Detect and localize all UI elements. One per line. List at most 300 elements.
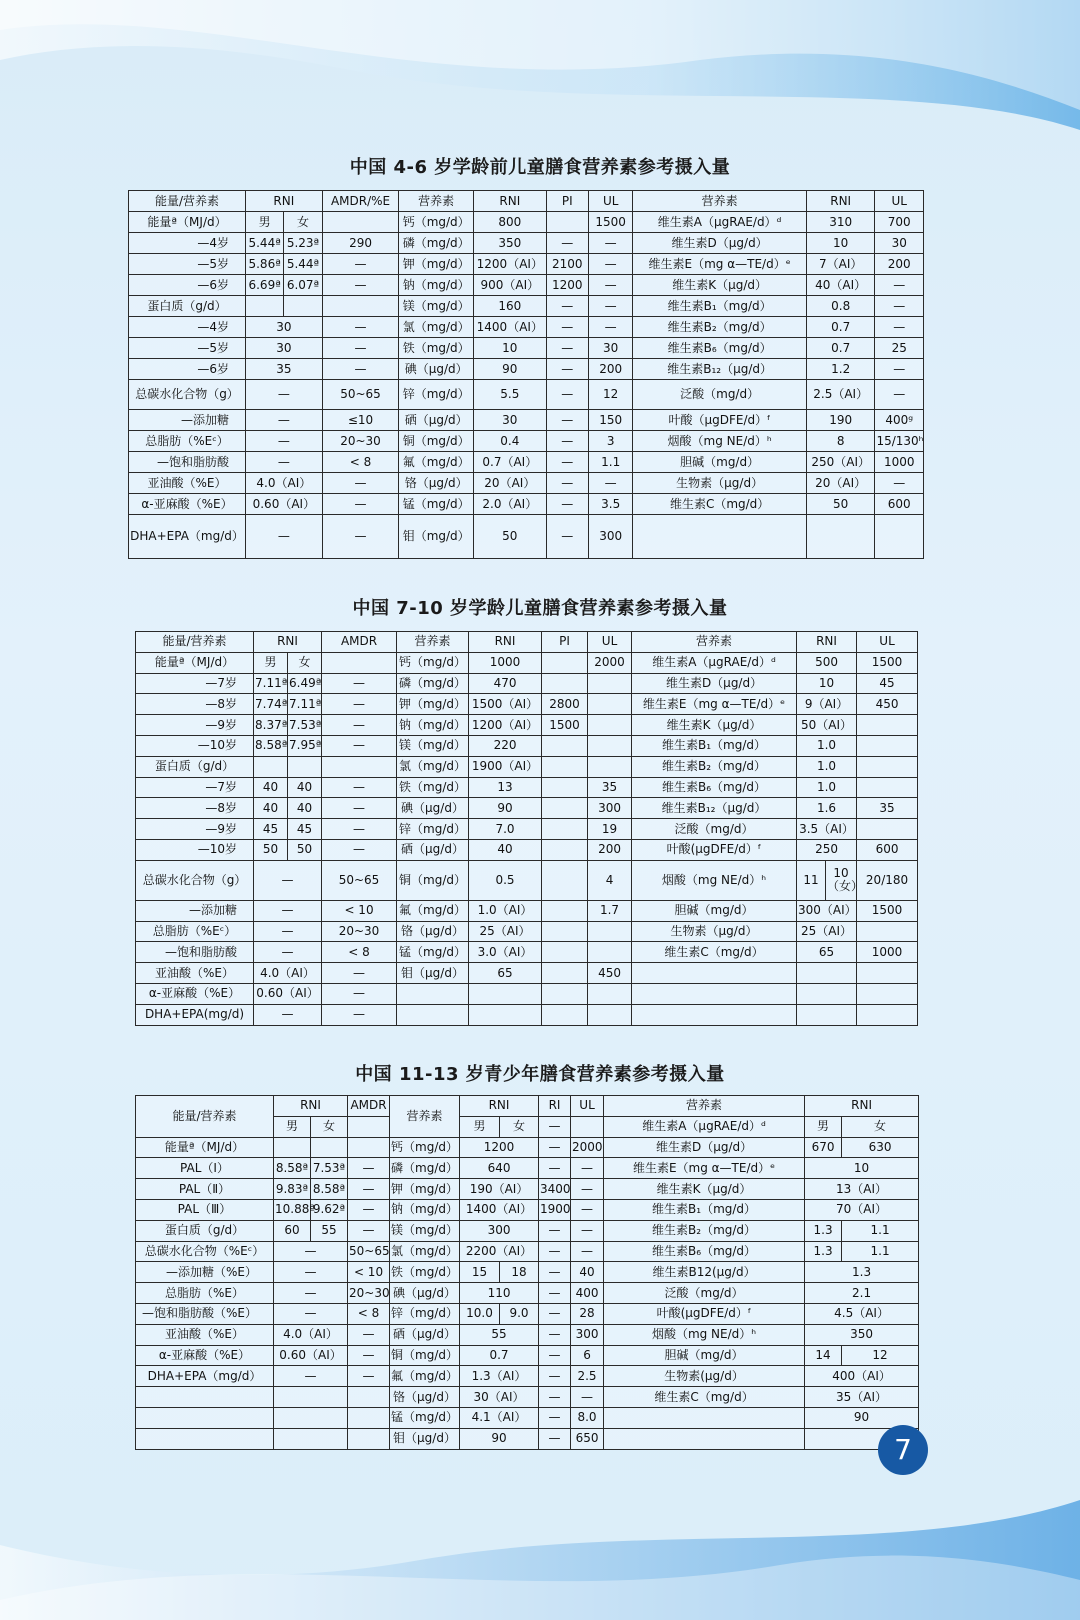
- table-cell: 胆碱（mg/d）: [633, 452, 807, 473]
- table-cell: —: [546, 338, 588, 359]
- table-cell: —: [274, 1283, 348, 1304]
- table-cell: 40: [469, 839, 542, 860]
- table-cell: 钾（mg/d）: [390, 1179, 460, 1200]
- table-cell: 维生素K（μg/d）: [604, 1179, 805, 1200]
- table-cell: [797, 983, 857, 1004]
- table-cell: 19: [588, 819, 632, 840]
- table-cell: 250（AI）: [806, 452, 875, 473]
- table-cell: 1.1: [842, 1241, 919, 1262]
- table-cell: [857, 819, 918, 840]
- table-cell: —饱和脂肪酸（%E）: [136, 1303, 274, 1324]
- table-cell: —: [254, 860, 322, 900]
- table-cell: 90: [469, 798, 542, 819]
- table-row: [129, 473, 924, 494]
- table-cell: 维生素B₁（mg/d）: [604, 1199, 805, 1220]
- table-cell: 1500: [857, 652, 918, 673]
- table-row: [136, 1345, 919, 1366]
- table-cell: [588, 715, 632, 736]
- table-cell: DHA+EPA(mg/d): [136, 1004, 254, 1025]
- table-row: [136, 1283, 919, 1304]
- table-cell: [632, 1004, 797, 1025]
- table-cell: —: [254, 900, 322, 921]
- table-cell: —: [588, 233, 632, 254]
- table-cell: 叶酸(μgDFE/d）ᶠ: [632, 839, 797, 860]
- table-cell: 500: [797, 652, 857, 673]
- table-cell: —: [539, 1387, 571, 1408]
- table-cell: 1400（AI）: [474, 317, 547, 338]
- table-cell: 8.58ª: [254, 735, 288, 756]
- table-cell: —: [588, 473, 632, 494]
- table-row: [136, 1428, 919, 1449]
- table-cell: 250: [797, 839, 857, 860]
- table-cell: 胆碱（mg/d）: [632, 900, 797, 921]
- table-cell: [806, 515, 875, 559]
- table-cell: 65: [469, 963, 542, 984]
- table-cell: 锌（mg/d）: [399, 380, 474, 410]
- table-cell: 蛋白质（g/d）: [136, 756, 254, 777]
- table-cell: —: [322, 839, 397, 860]
- table-cell: 8.58ª: [274, 1158, 311, 1179]
- table-cell: 18: [500, 1262, 539, 1283]
- table-cell: 300: [588, 515, 632, 559]
- table-cell: 维生素B₁₂（μg/d）: [633, 359, 807, 380]
- table-row: [136, 942, 918, 963]
- table-cell: 220: [469, 735, 542, 756]
- table-cell: 70（AI）: [805, 1199, 919, 1220]
- table-cell: —: [274, 1303, 348, 1324]
- table-cell: 碘（μg/d）: [399, 359, 474, 380]
- table-cell: 35: [588, 777, 632, 798]
- table-cell: [284, 296, 322, 317]
- table-cell: 维生素B₂（mg/d）: [632, 756, 797, 777]
- table-cell: [588, 735, 632, 756]
- table-cell: 蛋白质（g/d）: [136, 1220, 274, 1241]
- table-cell: [633, 515, 807, 559]
- table-row: [136, 1324, 919, 1345]
- table-cell: —: [539, 1324, 571, 1345]
- header-cell: 男: [460, 1116, 500, 1137]
- table-cell: 亚油酸（%E）: [129, 473, 246, 494]
- table-cell: [469, 1004, 542, 1025]
- table-cell: [542, 839, 588, 860]
- table-cell: 泛酸（mg/d）: [633, 380, 807, 410]
- table-cell: 2000: [588, 652, 632, 673]
- table-cell: —: [588, 296, 632, 317]
- header-cell: —: [539, 1116, 571, 1137]
- table-cell: PAL（Ⅰ）: [136, 1158, 274, 1179]
- table-cell: 9.62ª: [311, 1199, 348, 1220]
- header-cell: PI: [542, 632, 588, 653]
- table-cell: 1400（AI）: [460, 1199, 539, 1220]
- table-cell: 400: [571, 1283, 604, 1304]
- table-cell: 200: [875, 254, 924, 275]
- table-cell: —: [539, 1283, 571, 1304]
- table-cell: < 10: [348, 1262, 390, 1283]
- table-row: [129, 317, 924, 338]
- table-cell: 90: [805, 1407, 919, 1428]
- header-cell: 维生素A（μgRAE/d）ᵈ: [604, 1116, 805, 1137]
- table-cell: 9.0: [500, 1303, 539, 1324]
- table-cell: 0.5: [469, 860, 542, 900]
- table-cell: 7.11ª: [288, 694, 322, 715]
- table-cell: 800: [474, 212, 547, 233]
- table-cell: 维生素B₂（mg/d）: [633, 317, 807, 338]
- table-cell: —: [539, 1303, 571, 1324]
- table-cell: 400（AI）: [805, 1366, 919, 1387]
- table-cell: 4.0（AI）: [274, 1324, 348, 1345]
- table-cell: 能量ª（MJ/d）: [136, 1137, 274, 1158]
- table-cell: —: [322, 254, 399, 275]
- table-cell: 能量ª（MJ/d）: [129, 212, 246, 233]
- table-cell: 450: [857, 694, 918, 715]
- table-cell: 1500（AI）: [469, 694, 542, 715]
- table-cell: [857, 963, 918, 984]
- table-cell: 维生素B12(μg/d）: [604, 1262, 805, 1283]
- table-cell: 生物素(μg/d）: [604, 1366, 805, 1387]
- table-row: [136, 1303, 919, 1324]
- table-row: [129, 410, 924, 431]
- table-cell: 2000: [571, 1137, 604, 1158]
- table-row: [129, 431, 924, 452]
- table-cell: —: [322, 359, 399, 380]
- table-cell: 200: [588, 839, 632, 860]
- table-cell: 维生素A（μgRAE/d）ᵈ: [632, 652, 797, 673]
- table-cell: —: [875, 317, 924, 338]
- table-cell: —: [546, 380, 588, 410]
- table1-title: 中国 4-6 岁学龄前儿童膳食营养素参考摄入量: [349, 157, 731, 178]
- header-cell: 营养素: [397, 632, 469, 653]
- table-cell: 0.8: [806, 296, 875, 317]
- table-cell: 2.0（AI）: [474, 494, 547, 515]
- table-cell: 8.37ª: [254, 715, 288, 736]
- table-row: [129, 254, 924, 275]
- table-cell: [588, 756, 632, 777]
- table-cell: —: [539, 1428, 571, 1449]
- table-row: [129, 191, 924, 212]
- table-cell: 铜（mg/d）: [390, 1345, 460, 1366]
- table-cell: [588, 942, 632, 963]
- table-row: [129, 359, 924, 380]
- table-cell: [542, 798, 588, 819]
- table-cell: 镁（mg/d）: [397, 735, 469, 756]
- table-cell: 400ᵍ: [875, 410, 924, 431]
- table-cell: 叶酸(μgDFE/d）ᶠ: [604, 1303, 805, 1324]
- table-row: [136, 673, 918, 694]
- header-cell: 营养素: [390, 1096, 460, 1138]
- table-cell: [857, 983, 918, 1004]
- table-cell: 7.11ª: [254, 673, 288, 694]
- table-cell: 25: [875, 338, 924, 359]
- table-cell: —: [875, 473, 924, 494]
- table-cell: —: [274, 1241, 348, 1262]
- table-cell: 硒（μg/d）: [399, 410, 474, 431]
- header-cell: UL: [875, 191, 924, 212]
- table-cell: 维生素A（μgRAE/d）ᵈ: [633, 212, 807, 233]
- table-cell: 铬（μg/d）: [397, 921, 469, 942]
- table-row: [136, 1262, 919, 1283]
- table-cell: 2200（AI）: [460, 1241, 539, 1262]
- table-cell: —9岁: [136, 819, 254, 840]
- table-row: [136, 735, 918, 756]
- table-cell: 磷（mg/d）: [399, 233, 474, 254]
- table-cell: 碘（μg/d）: [390, 1283, 460, 1304]
- table-cell: [797, 1004, 857, 1025]
- table-cell: [274, 1407, 348, 1428]
- table-cell: 1500: [588, 212, 632, 233]
- table-cell: 1900: [539, 1199, 571, 1220]
- table-cell: 总碳水化合物（%Eᶜ）: [136, 1241, 274, 1262]
- table-cell: 450: [588, 963, 632, 984]
- table-row: [129, 494, 924, 515]
- table-cell: 700: [875, 212, 924, 233]
- table-cell: [588, 673, 632, 694]
- header-cell: 营养素: [604, 1096, 805, 1117]
- header-cell: RNI: [254, 632, 322, 653]
- table-cell: 能量ª（MJ/d）: [136, 652, 254, 673]
- header-cell: 能量/营养素: [136, 632, 254, 653]
- table-cell: 600: [875, 494, 924, 515]
- table-cell: 总脂肪（%Eᶜ）: [136, 921, 254, 942]
- table-cell: 9.83ª: [274, 1179, 311, 1200]
- table-cell: [397, 1004, 469, 1025]
- header-cell: RNI: [806, 191, 875, 212]
- table-cell: 20（AI）: [474, 473, 547, 494]
- table-cell: —: [539, 1158, 571, 1179]
- table-cell: 维生素E（mg α—TE/d）ᵉ: [633, 254, 807, 275]
- table-row: [136, 839, 918, 860]
- table-cell: —: [322, 735, 397, 756]
- header-cell: 男: [805, 1116, 842, 1137]
- table-cell: 3400: [539, 1179, 571, 1200]
- table-cell: 1200（AI）: [474, 254, 547, 275]
- table-cell: [588, 694, 632, 715]
- table-cell: 3: [588, 431, 632, 452]
- table-cell: —: [322, 473, 399, 494]
- table-cell: —: [246, 410, 323, 431]
- table-cell: 0.60（AI）: [246, 494, 323, 515]
- table-cell: [604, 1407, 805, 1428]
- header-cell: RNI: [246, 191, 323, 212]
- header-cell: 营养素: [399, 191, 474, 212]
- table-cell: —: [322, 963, 397, 984]
- table-cell: 20~30: [348, 1283, 390, 1304]
- table-7-10-years: [135, 631, 918, 1026]
- table-cell: 50~65: [322, 860, 397, 900]
- table-row: [129, 338, 924, 359]
- table-cell: 铜（mg/d）: [399, 431, 474, 452]
- table-cell: 50~65: [322, 380, 399, 410]
- table-cell: —7岁: [136, 673, 254, 694]
- table-cell: 0.7: [460, 1345, 539, 1366]
- table-row: [129, 380, 924, 410]
- table-cell: —: [546, 317, 588, 338]
- table-cell: —: [588, 317, 632, 338]
- table-cell: 30: [246, 317, 323, 338]
- table-cell: 硒（μg/d）: [397, 839, 469, 860]
- table-cell: —: [322, 673, 397, 694]
- table-cell: [542, 777, 588, 798]
- header-cell: 女: [311, 1116, 348, 1137]
- table-cell: [857, 777, 918, 798]
- table-cell: 1.0（AI）: [469, 900, 542, 921]
- table-cell: < 8: [322, 452, 399, 473]
- table-cell: 1.2: [806, 359, 875, 380]
- table-cell: —: [571, 1179, 604, 1200]
- table-cell: —6岁: [129, 359, 246, 380]
- table-cell: 150: [588, 410, 632, 431]
- table-cell: 维生素B₆（mg/d）: [633, 338, 807, 359]
- table-cell: DHA+EPA（mg/d）: [129, 515, 246, 559]
- table-cell: —: [546, 296, 588, 317]
- table-cell: 30: [588, 338, 632, 359]
- table-cell: 1.0: [797, 735, 857, 756]
- table-cell: 女: [284, 212, 322, 233]
- table-cell: < 8: [348, 1303, 390, 1324]
- table-cell: 泛酸（mg/d）: [632, 819, 797, 840]
- table-cell: 10.0: [460, 1303, 500, 1324]
- table-cell: 1000: [469, 652, 542, 673]
- table-cell: [632, 963, 797, 984]
- table-cell: —: [539, 1137, 571, 1158]
- table-cell: 7.95ª: [288, 735, 322, 756]
- table-row: [136, 1137, 919, 1158]
- table-cell: 65: [797, 942, 857, 963]
- table-row: [136, 1407, 919, 1428]
- table-cell: 亚油酸（%E）: [136, 963, 254, 984]
- table-cell: 维生素D（μg/d）: [633, 233, 807, 254]
- table-cell: 维生素C（mg/d）: [604, 1387, 805, 1408]
- table-cell: —添加糖: [136, 900, 254, 921]
- table-cell: 2800: [542, 694, 588, 715]
- table-cell: —: [322, 1004, 397, 1025]
- table-cell: —: [348, 1158, 390, 1179]
- table-cell: —饱和脂肪酸: [136, 942, 254, 963]
- table-cell: [322, 756, 397, 777]
- table-cell: [797, 963, 857, 984]
- table-cell: 45: [254, 819, 288, 840]
- table-cell: 5.23ª: [284, 233, 322, 254]
- table-cell: 10（女）: [826, 860, 857, 900]
- table-cell: —5岁: [129, 254, 246, 275]
- table-cell: 1200: [546, 275, 588, 296]
- table-cell: —: [322, 798, 397, 819]
- table-cell: —: [875, 275, 924, 296]
- table-row: [136, 632, 918, 653]
- table-cell: [542, 1004, 588, 1025]
- table-cell: 磷（mg/d）: [397, 673, 469, 694]
- table-cell: —: [571, 1387, 604, 1408]
- table-row: [136, 900, 918, 921]
- table-row: [136, 1220, 919, 1241]
- table-cell: 锰（mg/d）: [397, 942, 469, 963]
- table-cell: 1.0: [797, 756, 857, 777]
- table-cell: 4.1（AI）: [460, 1407, 539, 1428]
- table-cell: 氟（mg/d）: [390, 1366, 460, 1387]
- table-cell: —: [274, 1366, 348, 1387]
- table-row: [129, 452, 924, 473]
- table-cell: —: [348, 1220, 390, 1241]
- table-cell: 5.86ª: [246, 254, 284, 275]
- table-cell: 维生素D（μg/d）: [604, 1137, 805, 1158]
- header-cell: RNI: [274, 1096, 348, 1117]
- table-row: [129, 212, 924, 233]
- table-cell: 35: [246, 359, 323, 380]
- table-cell: 12: [588, 380, 632, 410]
- table-cell: —: [539, 1220, 571, 1241]
- table-cell: 6.49ª: [288, 673, 322, 694]
- table-cell: 氯（mg/d）: [397, 756, 469, 777]
- table-cell: < 8: [322, 942, 397, 963]
- table-cell: —: [539, 1366, 571, 1387]
- table-cell: —: [546, 233, 588, 254]
- table-cell: 维生素E（mg α—TE/d）ᵉ: [604, 1158, 805, 1179]
- table-cell: 钼（μg/d）: [397, 963, 469, 984]
- table-cell: 670: [805, 1137, 842, 1158]
- table-cell: 40: [571, 1262, 604, 1283]
- table-cell: 0.7（AI）: [474, 452, 547, 473]
- table-cell: —: [322, 715, 397, 736]
- table-cell: 1500: [857, 900, 918, 921]
- header-cell: [571, 1116, 604, 1137]
- header-cell: 能量/营养素: [136, 1096, 274, 1138]
- table-cell: 300: [571, 1324, 604, 1345]
- table-cell: [469, 983, 542, 1004]
- header-cell: 能量/营养素: [129, 191, 246, 212]
- table-cell: 8: [806, 431, 875, 452]
- table-cell: [604, 1428, 805, 1449]
- table-cell: 钾（mg/d）: [399, 254, 474, 275]
- table-cell: 氯（mg/d）: [390, 1241, 460, 1262]
- header-cell: AMDR: [348, 1096, 390, 1117]
- table-cell: 30: [474, 410, 547, 431]
- table-cell: [542, 900, 588, 921]
- table-cell: 铁（mg/d）: [397, 777, 469, 798]
- table-cell: 1.0: [797, 777, 857, 798]
- table-cell: 40: [288, 798, 322, 819]
- table-cell: 镁（mg/d）: [399, 296, 474, 317]
- table-cell: 8.0: [571, 1407, 604, 1428]
- table-cell: 50: [806, 494, 875, 515]
- table-cell: 钾（mg/d）: [397, 694, 469, 715]
- table-cell: 15/130ʰ: [875, 431, 924, 452]
- table-cell: 110: [460, 1283, 539, 1304]
- header-cell: [348, 1116, 390, 1137]
- table-cell: 男: [254, 652, 288, 673]
- header-cell: UL: [588, 632, 632, 653]
- table-cell: [632, 983, 797, 1004]
- table-cell: 0.7: [806, 317, 875, 338]
- header-cell: PI: [546, 191, 588, 212]
- table-cell: 14: [805, 1345, 842, 1366]
- table-cell: 5.5: [474, 380, 547, 410]
- table-cell: 90: [474, 359, 547, 380]
- table-cell: 总碳水化合物（g）: [136, 860, 254, 900]
- table-cell: [254, 756, 288, 777]
- table-cell: 45: [857, 673, 918, 694]
- table-cell: 1.3: [805, 1241, 842, 1262]
- table-4-6-years: [128, 190, 924, 559]
- table-cell: [588, 1004, 632, 1025]
- table-cell: 6.07ª: [284, 275, 322, 296]
- table-cell: 维生素B₆（mg/d）: [604, 1241, 805, 1262]
- table-cell: 10.88ª: [274, 1199, 311, 1220]
- table-cell: 300: [460, 1220, 539, 1241]
- table-cell: —: [246, 431, 323, 452]
- table-cell: [588, 921, 632, 942]
- table-cell: 钼（μg/d）: [390, 1428, 460, 1449]
- table-cell: 1.1: [588, 452, 632, 473]
- table-cell: [288, 756, 322, 777]
